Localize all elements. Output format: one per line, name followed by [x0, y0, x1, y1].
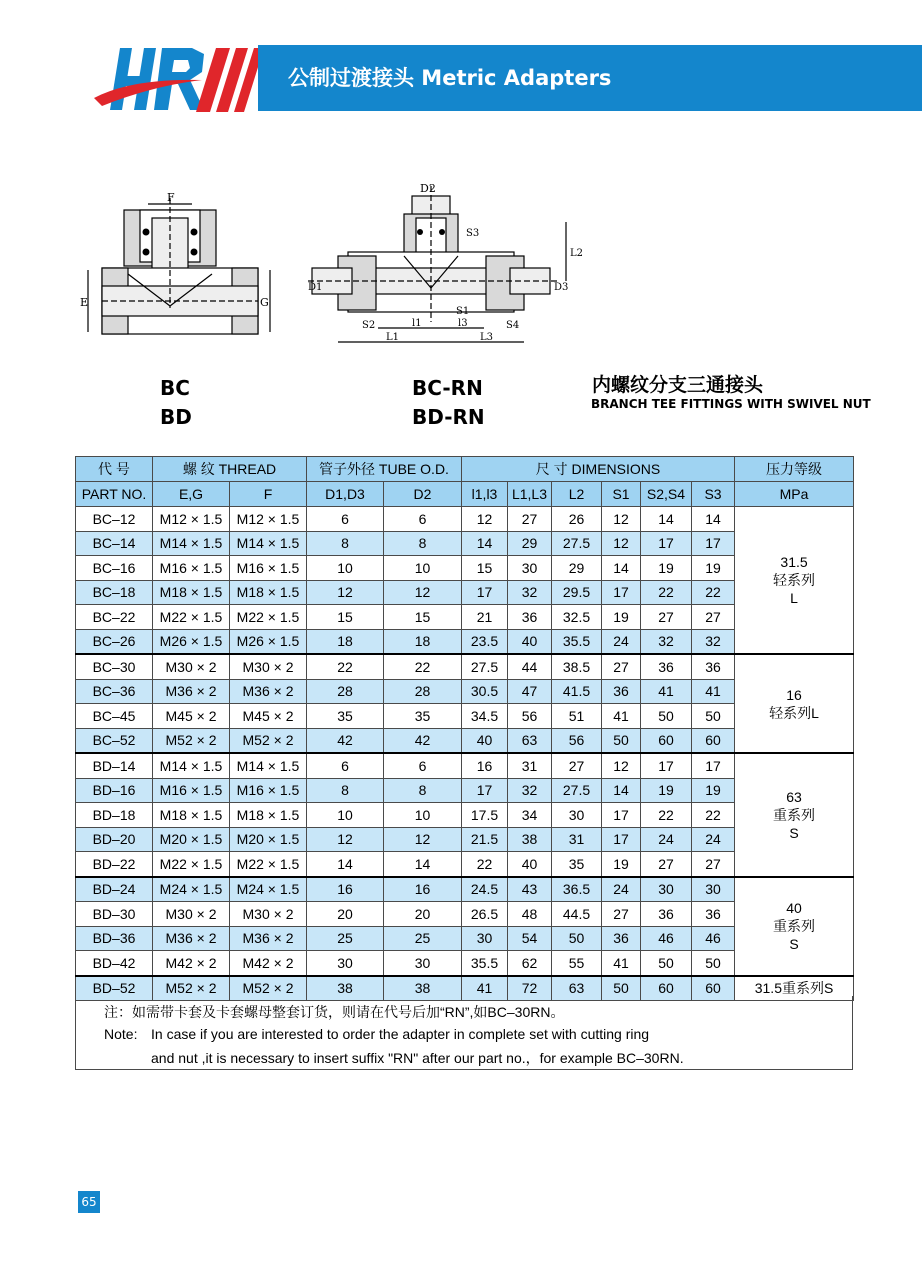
table-cell: 24	[602, 877, 641, 902]
table-cell: 15	[462, 556, 508, 581]
label-d2: D2	[420, 182, 436, 195]
table-cell: M14 × 1.5	[153, 531, 230, 556]
table-cell: 56	[552, 728, 602, 753]
table-cell: M14 × 1.5	[230, 531, 307, 556]
table-cell: M45 × 2	[230, 704, 307, 729]
header-s3: S3	[692, 482, 735, 507]
label-f: F	[167, 191, 175, 204]
table-cell: 8	[307, 531, 384, 556]
table-cell: 35	[552, 852, 602, 877]
model-bd-rn: BD-RN	[412, 405, 485, 429]
table-cell: 63	[508, 728, 552, 753]
table-cell: 30	[692, 877, 735, 902]
table-cell: 27	[641, 605, 692, 630]
table-cell: 34.5	[462, 704, 508, 729]
part-number-cell: BD–14	[76, 753, 153, 778]
table-cell: 62	[508, 951, 552, 976]
table-cell: 55	[552, 951, 602, 976]
table-cell: 12	[462, 507, 508, 532]
table-cell: 22	[641, 803, 692, 828]
table-cell: 38.5	[552, 654, 602, 679]
table-cell: 27	[508, 507, 552, 532]
table-cell: M30 × 2	[153, 654, 230, 679]
table-cell: 30	[552, 803, 602, 828]
table-cell: 27.5	[552, 778, 602, 803]
table-cell: 30	[384, 951, 462, 976]
header-s2s4: S2,S4	[641, 482, 692, 507]
table-cell: 14	[602, 556, 641, 581]
table-cell: 32	[508, 778, 552, 803]
table-cell: 32	[692, 629, 735, 654]
table-cell: 16	[384, 877, 462, 902]
table-cell: M30 × 2	[230, 654, 307, 679]
table-cell: 29	[552, 556, 602, 581]
page-number: 65	[78, 1191, 100, 1213]
table-cell: 8	[307, 778, 384, 803]
part-number-cell: BD–20	[76, 827, 153, 852]
table-cell: 17	[602, 827, 641, 852]
table-cell: 19	[641, 778, 692, 803]
table-cell: 47	[508, 679, 552, 704]
part-number-cell: BD–52	[76, 976, 153, 1001]
table-cell: 30	[462, 926, 508, 951]
header-l1l3: L1,L3	[508, 482, 552, 507]
table-cell: 50	[602, 728, 641, 753]
table-cell: M12 × 1.5	[153, 507, 230, 532]
pressure-class-line: S	[789, 824, 799, 841]
table-cell: M16 × 1.5	[153, 778, 230, 803]
table-cell: M36 × 2	[153, 926, 230, 951]
table-cell: 51	[552, 704, 602, 729]
bc-rn-bd-rn-tee-drawing	[308, 182, 598, 348]
header-d2: D2	[384, 482, 462, 507]
table-cell: M20 × 1.5	[230, 827, 307, 852]
company-logo	[92, 40, 282, 120]
header-f: F	[230, 482, 307, 507]
table-cell: M42 × 2	[230, 951, 307, 976]
table-cell: 22	[307, 654, 384, 679]
table-cell: 42	[307, 728, 384, 753]
table-cell: 22	[692, 580, 735, 605]
part-number-cell: BD–42	[76, 951, 153, 976]
table-cell: 27	[692, 852, 735, 877]
table-cell: 46	[692, 926, 735, 951]
table-cell: 31	[552, 827, 602, 852]
product-title-cn: 内螺纹分支三通接头	[592, 374, 764, 396]
table-cell: 20	[384, 902, 462, 927]
part-number-cell: BD–30	[76, 902, 153, 927]
table-header-row-1	[76, 457, 854, 482]
table-cell: 40	[508, 852, 552, 877]
note-en-line2: and nut ,it is necessary to insert suffix "RN" after our part no.，for example BC–30RN.	[151, 1050, 684, 1066]
table-cell: 40	[462, 728, 508, 753]
table-cell: 60	[692, 728, 735, 753]
table-cell: 24	[641, 827, 692, 852]
table-cell: 41.5	[552, 679, 602, 704]
page-header-title: 公制过渡接头 Metric Adapters	[288, 66, 612, 90]
table-cell: M36 × 2	[230, 679, 307, 704]
pressure-class-line: 16	[786, 686, 802, 703]
table-cell: 44.5	[552, 902, 602, 927]
table-cell: 17	[602, 803, 641, 828]
table-cell: 17	[641, 753, 692, 778]
table-cell: 15	[384, 605, 462, 630]
table-cell: 21	[462, 605, 508, 630]
table-cell: 6	[384, 753, 462, 778]
product-title-en: BRANCH TEE FITTINGS WITH SWIVEL NUT	[591, 397, 871, 411]
table-cell: 22	[384, 654, 462, 679]
table-cell: M26 × 1.5	[153, 629, 230, 654]
table-cell: 50	[692, 704, 735, 729]
table-cell: 56	[508, 704, 552, 729]
table-cell: M22 × 1.5	[153, 852, 230, 877]
table-cell: 38	[384, 976, 462, 1001]
part-number-cell: BC–22	[76, 605, 153, 630]
part-number-cell: BC–52	[76, 728, 153, 753]
table-cell: M24 × 1.5	[230, 877, 307, 902]
table-cell: 36	[602, 679, 641, 704]
label-d1: D1	[308, 282, 323, 293]
part-number-cell: BD–22	[76, 852, 153, 877]
part-number-cell: BC–12	[76, 507, 153, 532]
label-e: E	[80, 296, 89, 309]
table-cell: M18 × 1.5	[153, 803, 230, 828]
pressure-class-line: 31.5重系列S	[754, 980, 834, 997]
table-cell: 54	[508, 926, 552, 951]
table-cell: 63	[552, 976, 602, 1001]
table-cell: M30 × 2	[153, 902, 230, 927]
label-g: G	[260, 296, 269, 309]
part-number-cell: BC–18	[76, 580, 153, 605]
pressure-class-line: 轻系列	[773, 572, 816, 588]
table-cell: 50	[641, 704, 692, 729]
table-cell: 36	[641, 654, 692, 679]
table-cell: 6	[307, 507, 384, 532]
part-number-cell: BD–16	[76, 778, 153, 803]
table-cell: 48	[508, 902, 552, 927]
table-header-row-2	[76, 482, 854, 507]
table-cell: 8	[384, 531, 462, 556]
table-cell: M52 × 2	[230, 728, 307, 753]
model-bc-rn: BC-RN	[412, 376, 483, 400]
table-cell: 35.5	[462, 951, 508, 976]
table-row	[76, 753, 854, 778]
table-cell: 36	[692, 902, 735, 927]
table-cell: 28	[307, 679, 384, 704]
table-cell: 14	[692, 507, 735, 532]
part-number-cell: BD–18	[76, 803, 153, 828]
header-d1d3: D1,D3	[307, 482, 384, 507]
table-cell: 41	[602, 704, 641, 729]
table-cell: 60	[692, 976, 735, 1001]
pressure-class-line: 重系列	[773, 806, 816, 823]
table-cell: 60	[641, 728, 692, 753]
table-cell: 25	[384, 926, 462, 951]
header-s1: S1	[602, 482, 641, 507]
table-cell: 17	[602, 580, 641, 605]
table-row	[76, 877, 854, 902]
note-cn: 注：如需带卡套及卡套螺母整套订货，则请在代号后加“RN”,如BC–30RN。	[104, 1004, 565, 1020]
table-cell: 43	[508, 877, 552, 902]
table-cell: 16	[462, 753, 508, 778]
table-cell: 41	[602, 951, 641, 976]
table-cell: 38	[508, 827, 552, 852]
table-cell: 32.5	[552, 605, 602, 630]
table-cell: 30	[508, 556, 552, 581]
header-mpa: MPa	[735, 482, 854, 507]
table-cell: 41	[692, 679, 735, 704]
table-cell: 14	[307, 852, 384, 877]
part-number-cell: BC–30	[76, 654, 153, 679]
table-cell: 27.5	[552, 531, 602, 556]
table-cell: 10	[307, 803, 384, 828]
table-cell: 17	[641, 531, 692, 556]
part-number-cell: BD–24	[76, 877, 153, 902]
label-l3-small: l3	[458, 318, 468, 329]
table-cell: 27	[641, 852, 692, 877]
table-cell: 32	[508, 580, 552, 605]
table-row	[76, 507, 854, 532]
table-cell: M18 × 1.5	[230, 803, 307, 828]
header-code: 代 号	[76, 457, 153, 482]
table-cell: 27.5	[462, 654, 508, 679]
header-thread: 螺 纹 THREAD	[153, 457, 307, 482]
header-dimensions: 尺 寸 DIMENSIONS	[462, 457, 735, 482]
table-cell: 32	[641, 629, 692, 654]
table-cell: 36.5	[552, 877, 602, 902]
bc-bd-tee-drawing	[80, 188, 280, 348]
table-cell: 23.5	[462, 629, 508, 654]
table-cell: 36	[508, 605, 552, 630]
part-number-cell: BC–36	[76, 679, 153, 704]
table-cell: 30	[641, 877, 692, 902]
table-cell: M14 × 1.5	[153, 753, 230, 778]
table-cell: 12	[307, 827, 384, 852]
table-cell: 17.5	[462, 803, 508, 828]
pressure-class-cell	[735, 753, 854, 877]
table-cell: 12	[602, 531, 641, 556]
part-number-cell: BD–36	[76, 926, 153, 951]
table-cell: M22 × 1.5	[230, 605, 307, 630]
label-l2: L2	[570, 248, 584, 259]
part-number-cell: BC–45	[76, 704, 153, 729]
part-number-cell: BC–16	[76, 556, 153, 581]
table-cell: 16	[307, 877, 384, 902]
table-cell: M18 × 1.5	[230, 580, 307, 605]
table-cell: 50	[641, 951, 692, 976]
table-cell: 72	[508, 976, 552, 1001]
table-cell: 12	[384, 580, 462, 605]
spec-table-body	[76, 507, 854, 1001]
header-tube-od: 管子外径 TUBE O.D.	[307, 457, 462, 482]
note-en-line1: In case if you are interested to order the adapter in complete set with cutting ring	[151, 1026, 650, 1042]
table-cell: 41	[641, 679, 692, 704]
table-cell: 20	[307, 902, 384, 927]
table-cell: 17	[462, 580, 508, 605]
pressure-class-cell	[735, 654, 854, 753]
table-cell: M36 × 2	[153, 679, 230, 704]
table-cell: M24 × 1.5	[153, 877, 230, 902]
label-d3: D3	[554, 282, 569, 293]
table-cell: 27	[602, 654, 641, 679]
table-cell: 25	[307, 926, 384, 951]
table-cell: 22	[692, 803, 735, 828]
table-cell: M16 × 1.5	[153, 556, 230, 581]
table-cell: 22	[462, 852, 508, 877]
table-cell: 40	[508, 629, 552, 654]
table-cell: 18	[384, 629, 462, 654]
table-cell: 14	[462, 531, 508, 556]
table-cell: 6	[307, 753, 384, 778]
table-cell: M16 × 1.5	[230, 778, 307, 803]
table-cell: 50	[552, 926, 602, 951]
table-cell: 15	[307, 605, 384, 630]
pressure-class-line: 63	[786, 788, 802, 805]
label-l1-small: l1	[412, 318, 422, 329]
pressure-class-cell	[735, 507, 854, 655]
table-cell: 24	[602, 629, 641, 654]
table-cell: 41	[462, 976, 508, 1001]
pressure-class-line: 31.5	[780, 554, 808, 570]
table-cell: M22 × 1.5	[153, 605, 230, 630]
label-s4: S4	[506, 320, 520, 331]
label-l1: L1	[386, 332, 400, 343]
table-cell: M52 × 2	[153, 976, 230, 1001]
table-cell: 12	[307, 580, 384, 605]
pressure-class-line: 轻系列L	[769, 704, 819, 721]
table-cell: 19	[602, 852, 641, 877]
table-cell: 12	[602, 507, 641, 532]
header-part-no: PART NO.	[76, 482, 153, 507]
table-cell: 35	[384, 704, 462, 729]
table-cell: 14	[641, 507, 692, 532]
table-cell: 14	[602, 778, 641, 803]
part-number-cell: BC–14	[76, 531, 153, 556]
table-cell: 19	[692, 556, 735, 581]
table-cell: 44	[508, 654, 552, 679]
table-cell: M16 × 1.5	[230, 556, 307, 581]
spec-table	[75, 456, 854, 1001]
table-row	[76, 654, 854, 679]
label-s1: S1	[456, 306, 470, 317]
table-cell: 34	[508, 803, 552, 828]
table-cell: 21.5	[462, 827, 508, 852]
table-cell: M52 × 2	[230, 976, 307, 1001]
table-cell: M36 × 2	[230, 926, 307, 951]
table-cell: 22	[641, 580, 692, 605]
table-cell: 27	[602, 902, 641, 927]
label-s3: S3	[466, 228, 480, 239]
table-cell: 36	[692, 654, 735, 679]
table-cell: 17	[692, 531, 735, 556]
table-cell: 26.5	[462, 902, 508, 927]
table-cell: 29.5	[552, 580, 602, 605]
table-cell: M45 × 2	[153, 704, 230, 729]
table-cell: 36	[602, 926, 641, 951]
table-cell: 10	[384, 556, 462, 581]
part-number-cell: BC–26	[76, 629, 153, 654]
table-cell: 31	[508, 753, 552, 778]
table-cell: 60	[641, 976, 692, 1001]
table-cell: 19	[641, 556, 692, 581]
notes-box	[75, 996, 853, 1070]
pressure-class-line: S	[789, 936, 799, 952]
model-bd: BD	[160, 405, 192, 429]
table-cell: 12	[602, 753, 641, 778]
table-cell: 26	[552, 507, 602, 532]
table-cell: 24.5	[462, 877, 508, 902]
table-cell: M26 × 1.5	[230, 629, 307, 654]
table-cell: M18 × 1.5	[153, 580, 230, 605]
table-cell: 19	[692, 778, 735, 803]
table-cell: M20 × 1.5	[153, 827, 230, 852]
table-cell: M30 × 2	[230, 902, 307, 927]
table-cell: 27	[552, 753, 602, 778]
table-cell: 38	[307, 976, 384, 1001]
table-cell: 46	[641, 926, 692, 951]
table-cell: 30.5	[462, 679, 508, 704]
table-cell: 18	[307, 629, 384, 654]
table-cell: 8	[384, 778, 462, 803]
note-en-label: Note:	[104, 1026, 138, 1042]
table-cell: M42 × 2	[153, 951, 230, 976]
pressure-class-line: L	[790, 590, 798, 606]
pressure-class-line: 40	[786, 900, 802, 916]
table-cell: 17	[692, 753, 735, 778]
table-cell: M14 × 1.5	[230, 753, 307, 778]
pressure-class-line: 重系列	[773, 918, 816, 934]
table-cell: M12 × 1.5	[230, 507, 307, 532]
table-cell: 42	[384, 728, 462, 753]
model-bc: BC	[160, 376, 190, 400]
table-cell: 12	[384, 827, 462, 852]
header-l2: L2	[552, 482, 602, 507]
header-pressure: 压力等级	[735, 457, 854, 482]
table-cell: 10	[307, 556, 384, 581]
table-cell: 35.5	[552, 629, 602, 654]
pressure-class-cell	[735, 877, 854, 976]
table-cell: M22 × 1.5	[230, 852, 307, 877]
header-l1l3-small: l1,l3	[462, 482, 508, 507]
table-cell: 50	[692, 951, 735, 976]
table-cell: 50	[602, 976, 641, 1001]
table-cell: 36	[641, 902, 692, 927]
label-s2: S2	[362, 320, 376, 331]
table-cell: M52 × 2	[153, 728, 230, 753]
table-cell: 10	[384, 803, 462, 828]
table-cell: 14	[384, 852, 462, 877]
label-l3: L3	[480, 332, 494, 343]
header-eg: E,G	[153, 482, 230, 507]
table-cell: 27	[692, 605, 735, 630]
table-cell: 28	[384, 679, 462, 704]
table-cell: 24	[692, 827, 735, 852]
table-cell: 29	[508, 531, 552, 556]
table-cell: 6	[384, 507, 462, 532]
table-cell: 17	[462, 778, 508, 803]
table-cell: 30	[307, 951, 384, 976]
table-cell: 19	[602, 605, 641, 630]
table-cell: 35	[307, 704, 384, 729]
